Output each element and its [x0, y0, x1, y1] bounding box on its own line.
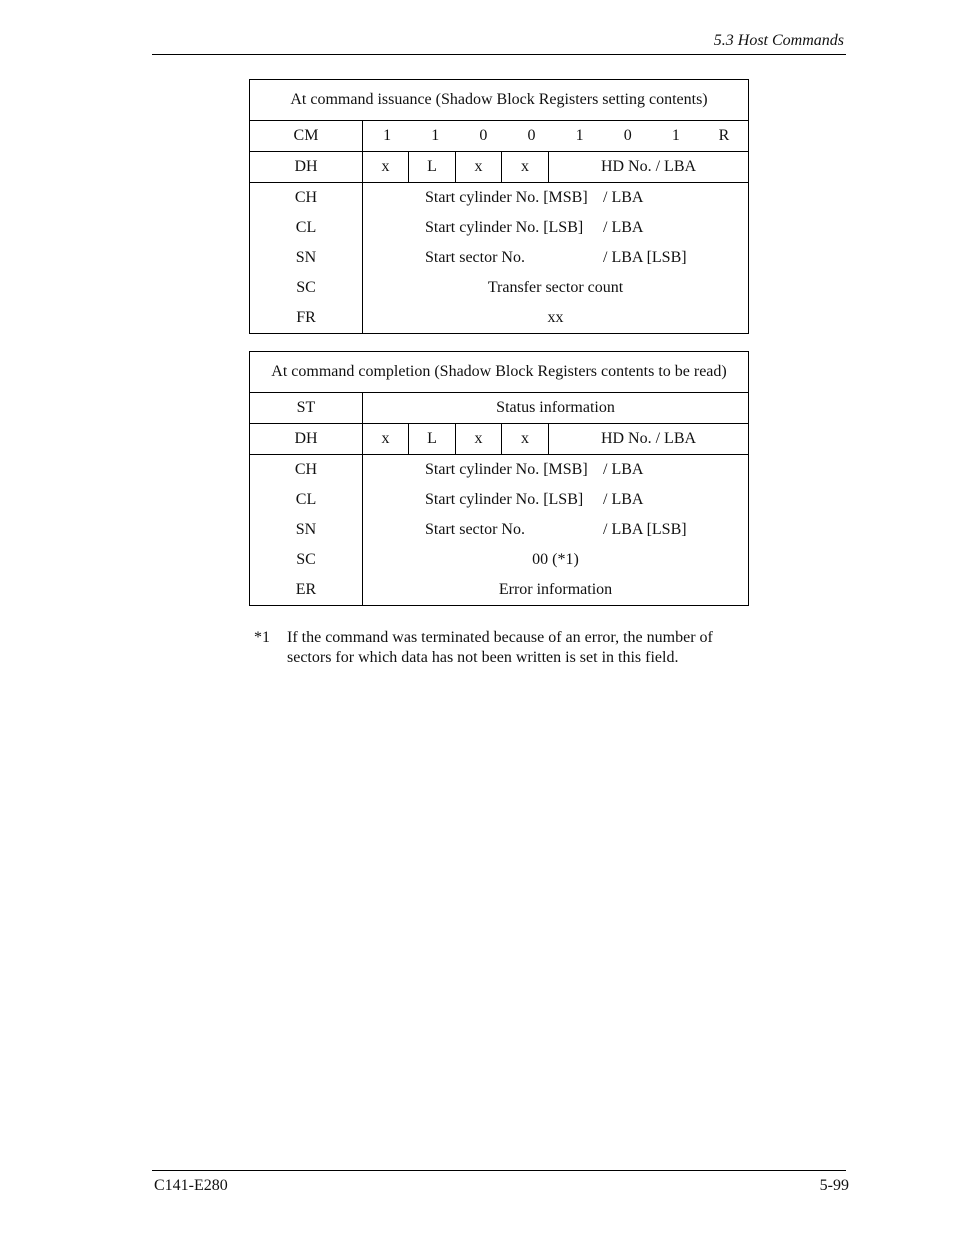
- fr-row: [250, 303, 749, 334]
- register-desc: Error information: [363, 575, 749, 606]
- register-lba: / LBA [LSB]: [603, 521, 687, 538]
- dh-bit-5: x: [456, 152, 502, 183]
- register-lba: / LBA: [603, 491, 644, 508]
- issuance-register-table: [249, 79, 749, 334]
- footer-rule: [152, 1170, 846, 1171]
- register-desc: Start sector No.: [425, 521, 525, 538]
- dh-row: [250, 424, 749, 455]
- dh-bit-6: L: [409, 152, 456, 183]
- bit-3: 1: [575, 127, 584, 144]
- register-label: CH: [250, 455, 363, 486]
- register-desc: Start cylinder No. [MSB]: [425, 461, 588, 478]
- sn-row: [250, 515, 749, 545]
- section-header: 5.3 Host Commands: [713, 32, 844, 49]
- header-rule: [152, 54, 846, 55]
- register-lba: / LBA [LSB]: [603, 249, 687, 266]
- register-lba: / LBA: [603, 461, 644, 478]
- register-desc: Start sector No.: [425, 249, 525, 266]
- register-label: SC: [250, 273, 363, 303]
- sc-row: [250, 273, 749, 303]
- register-lba: / LBA: [603, 219, 644, 236]
- dh-bit-5: x: [456, 424, 502, 455]
- document-id: C141-E280: [154, 1177, 228, 1194]
- cl-row: [250, 485, 749, 515]
- er-row: [250, 575, 749, 606]
- cm-bits: [363, 121, 749, 152]
- register-label: FR: [250, 303, 363, 334]
- bit-7: 1: [383, 127, 392, 144]
- register-desc: 00 (*1): [363, 545, 749, 575]
- bit-1: 1: [671, 127, 680, 144]
- bit-4: 0: [527, 127, 536, 144]
- register-label: SN: [250, 515, 363, 545]
- register-label: SC: [250, 545, 363, 575]
- bit-0: R: [718, 127, 730, 144]
- dh-bit-7: x: [363, 152, 409, 183]
- dh-bit-4: x: [502, 152, 549, 183]
- footnote: [254, 628, 754, 668]
- dh-hd-lba: HD No. / LBA: [549, 424, 749, 455]
- ch-row: [250, 183, 749, 214]
- dh-row: [250, 152, 749, 183]
- register-label: CH: [250, 183, 363, 214]
- register-desc: Start cylinder No. [MSB]: [425, 189, 588, 206]
- footnote-text: If the command was terminated because of an error, the number of sectors for which data has not been written is set in this field.: [287, 629, 713, 666]
- dh-bit-7: x: [363, 424, 409, 455]
- st-row: [250, 393, 749, 424]
- dh-bit-6: L: [409, 424, 456, 455]
- register-desc: xx: [363, 303, 749, 334]
- register-desc: Transfer sector count: [363, 273, 749, 303]
- bit-5: 0: [479, 127, 488, 144]
- register-label: CM: [250, 121, 363, 152]
- bit-2: 0: [623, 127, 632, 144]
- footnote-mark: *1: [254, 629, 270, 646]
- register-desc: Start cylinder No. [LSB]: [425, 491, 584, 508]
- dh-bit-4: x: [502, 424, 549, 455]
- register-label: ST: [250, 393, 363, 424]
- completion-caption: At command completion (Shadow Block Registers contents to be read): [250, 352, 749, 393]
- sn-row: [250, 243, 749, 273]
- register-desc: Start cylinder No. [LSB]: [425, 219, 584, 236]
- cl-row: [250, 213, 749, 243]
- register-lba: / LBA: [603, 189, 644, 206]
- register-label: SN: [250, 243, 363, 273]
- ch-row: [250, 455, 749, 486]
- sc-row: [250, 545, 749, 575]
- dh-hd-lba: HD No. / LBA: [549, 152, 749, 183]
- completion-register-table: [249, 351, 749, 606]
- register-label: ER: [250, 575, 363, 606]
- bit-6: 1: [431, 127, 440, 144]
- register-label: CL: [250, 213, 363, 243]
- register-label: CL: [250, 485, 363, 515]
- register-label: DH: [250, 424, 363, 455]
- status-info: Status information: [363, 393, 749, 424]
- issuance-caption: At command issuance (Shadow Block Registers setting contents): [250, 80, 749, 121]
- cm-row: [250, 121, 749, 152]
- register-label: DH: [250, 152, 363, 183]
- page-number: 5-99: [819, 1177, 849, 1194]
